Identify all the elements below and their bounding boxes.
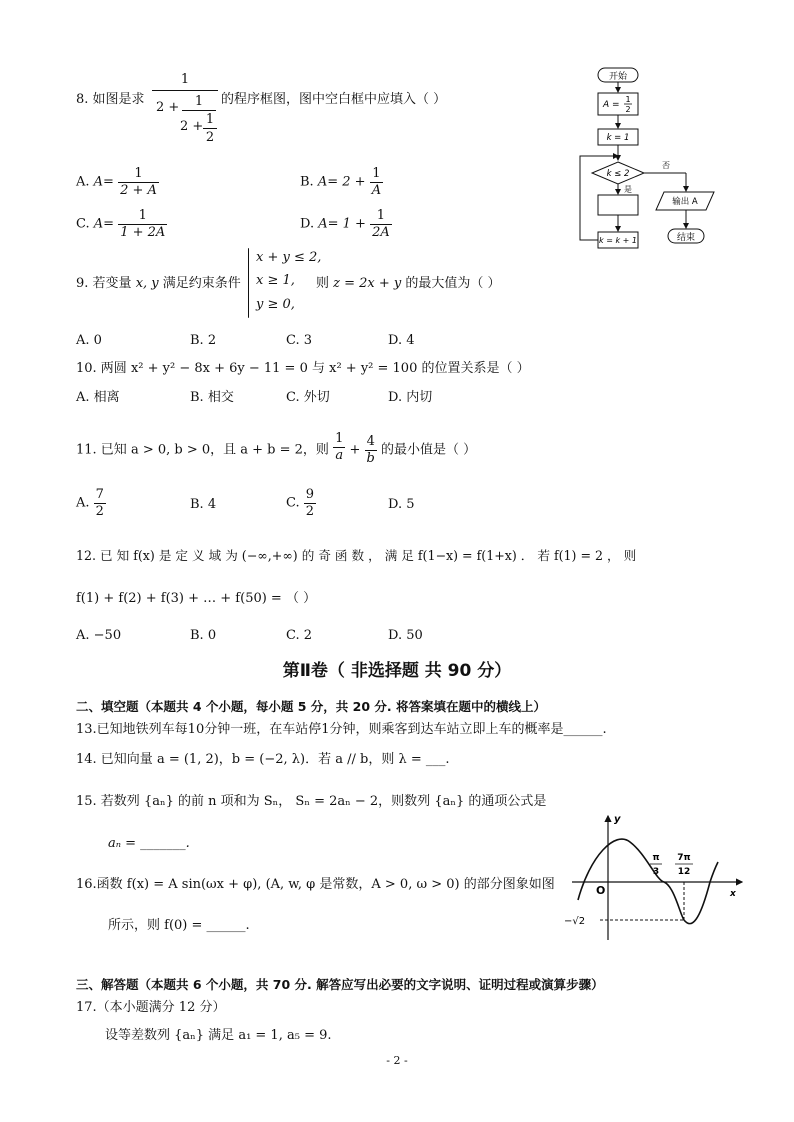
flow-yes-label: 是 — [624, 185, 632, 194]
q9-constraint-3: y ≥ 0, — [256, 297, 295, 312]
q8-option-a-label: A. — [76, 174, 90, 190]
tick1-num: π — [652, 853, 660, 863]
q9-option-a: A. 0 — [76, 333, 102, 348]
flow-init-a-num: 1 — [625, 95, 631, 104]
q8-option-b-label: B. — [300, 174, 314, 190]
q10-option-c: C. 外切 — [286, 390, 330, 405]
q8-option-b-den: A — [371, 182, 382, 198]
flow-start-text: 开始 — [608, 72, 628, 82]
q10-option-a: A. 相离 — [76, 390, 120, 405]
q11-prefix: 11. 已知 a > 0, b > 0，且 a + b = 2，则 — [76, 442, 329, 458]
q11-option-c-label: C. — [286, 495, 300, 511]
origin-label: O — [596, 884, 606, 897]
q11-option-c-num: 9 — [305, 487, 315, 502]
q8-option-a-num: 1 — [118, 166, 159, 183]
q11-line — [76, 431, 477, 466]
q16-line2: 所示，则 f(0) = ______. — [108, 918, 250, 933]
flow-blank-box — [598, 195, 638, 215]
q16-line1: 16.函数 f(x) = A sin(ωx + φ), (A, w, φ 是常数，A > 0, ω > 0) 的部分图象如图 — [76, 877, 555, 892]
page-number: - 2 - — [386, 1054, 408, 1067]
q8-frac-two: 2 + — [156, 100, 180, 115]
q8-option-d — [300, 208, 392, 240]
flow-init-k-text: k = 1 — [606, 133, 630, 143]
q12-option-d: D. 50 — [388, 628, 423, 643]
q8-frac-two-inner: 2 + — [180, 119, 204, 134]
q11-f2-den: b — [366, 450, 375, 466]
q8-option-d-label: D. — [300, 216, 315, 232]
q11-f2-num: 4 — [365, 434, 377, 451]
q17-title: 17.（本小题满分 12 分） — [76, 1000, 226, 1015]
q8-prefix: 8. 如图是求 — [76, 92, 145, 107]
q9-option-d: D. 4 — [388, 333, 415, 348]
q8-option-b-num: 1 — [370, 166, 383, 183]
q8-option-b — [300, 166, 383, 198]
answer-header: 三、解答题（本题共 6 个小题，共 70 分. 解答应写出必要的文字说明、证明过程或演算步骤） — [76, 977, 604, 992]
q8-option-c-lhs: A= — [93, 216, 115, 232]
flow-init-a-lhs: A = — [603, 100, 620, 110]
q9-constraint-1: x + y ≤ 2, — [256, 250, 322, 265]
q9-prefix-line — [76, 276, 241, 292]
q8-half-num: 1 — [205, 112, 215, 127]
q12-option-a: A. −50 — [76, 628, 122, 643]
fill-in-header: 二、填空题（本题共 4 个小题，每小题 5 分，共 20 分. 将答案填在题中的横线上） — [76, 699, 547, 714]
q10-option-d: D. 内切 — [388, 390, 433, 405]
flowchart-diagram — [570, 62, 740, 257]
q9-then: 则 — [316, 276, 330, 291]
q12-line1: 12. 已 知 f(x) 是 定 义 域 为 (−∞,+∞) 的 奇 函 数 ， 满 足 f(1−x) = f(1+x) ． 若 f(1) = 2 ， 则 — [76, 548, 637, 563]
ymin-label: −√2 — [564, 916, 586, 927]
x-axis-label: x — [730, 889, 736, 899]
q8-option-d-lhs: A= 1 + — [318, 216, 366, 232]
q8-option-c-label: C. — [76, 216, 90, 232]
flow-end-text: 结束 — [676, 233, 696, 243]
q14-text: 14. 已知向量 a = (1, 2)，b = (−2, λ)．若 a // b，则 λ = ___. — [76, 752, 450, 767]
flow-init-a-den: 2 — [625, 105, 631, 114]
q8-half-den: 2 — [205, 130, 215, 145]
y-axis-label: y — [614, 814, 621, 825]
tick2-num: 7π — [677, 853, 691, 863]
sine-curve — [578, 839, 718, 924]
sine-graph — [560, 808, 750, 948]
flow-output-text: 输出 A — [672, 197, 698, 207]
tick2-den: 12 — [677, 867, 691, 877]
q11-option-a-label: A. — [76, 495, 90, 511]
q12-line2: f(1) + f(2) + f(3) + … + f(50) = （ ） — [76, 591, 317, 606]
q11-option-a-num: 7 — [95, 487, 104, 502]
q9-vars: x, y — [135, 276, 159, 291]
flow-condition-text: k ≤ 2 — [606, 169, 630, 179]
q11-option-c — [286, 487, 316, 519]
q9-mid: 满足约束条件 — [162, 276, 241, 291]
q17-text: 设等差数列 {aₙ} 满足 a₁ = 1, a₅ = 9. — [105, 1028, 332, 1043]
q10-option-b: B. 相交 — [190, 390, 234, 405]
q8-option-d-num: 1 — [370, 208, 392, 225]
q8-option-c — [76, 208, 167, 240]
q8-option-a — [76, 166, 159, 198]
q10-text: 10. 两圆 x² + y² − 8x + 6y − 11 = 0 与 x² + y² = 100 的位置关系是（ ） — [76, 361, 530, 376]
q9-constraint-2: x ≥ 1, — [256, 273, 295, 288]
q11-option-a-den: 2 — [95, 503, 104, 519]
q11-f1-den: a — [335, 447, 344, 463]
q9-option-b: B. 2 — [190, 333, 217, 348]
flow-increment-text: k = k + 1 — [599, 236, 637, 245]
q11-option-b: B. 4 — [190, 497, 217, 512]
q8-option-c-den: 1 + 2A — [120, 224, 166, 240]
q8-frac-numerator: 1 — [180, 72, 190, 87]
q8-option-d-den: 2A — [372, 224, 390, 240]
q9-brace — [248, 248, 249, 318]
q8-option-b-lhs: A= 2 + — [317, 174, 366, 190]
q8-inner-one: 1 — [194, 94, 204, 109]
q11-plus: + — [349, 442, 361, 458]
section2-title: 第Ⅱ卷（ 非选择题 共 90 分） — [282, 661, 512, 681]
q9-prefix: 9. 若变量 — [76, 276, 132, 291]
q11-option-c-den: 2 — [305, 503, 315, 519]
q9-suffix-line — [316, 276, 501, 292]
q11-option-d: D. 5 — [388, 497, 415, 512]
q8-option-a-den: 2 + A — [120, 182, 157, 198]
tick1-den: 3 — [652, 867, 660, 877]
q9-option-c: C. 3 — [286, 333, 313, 348]
q8-continued-fraction — [152, 72, 218, 145]
q8-suffix: 的程序框图，图中空白框中应填入（ ） — [221, 92, 447, 107]
q9-suffix: 的最大值为（ ） — [405, 276, 501, 291]
q11-suffix: 的最小值是（ ） — [381, 442, 477, 458]
q15-line2: aₙ = _______. — [108, 836, 190, 851]
q12-option-c: C. 2 — [286, 628, 313, 643]
q11-option-a — [76, 487, 106, 519]
flow-no-label: 否 — [662, 161, 670, 170]
q8-option-a-lhs: A= — [93, 174, 114, 190]
q9-target: z = 2x + y — [333, 276, 402, 291]
q8-option-c-num: 1 — [118, 208, 167, 225]
q12-option-b: B. 0 — [190, 628, 217, 643]
q11-f1-num: 1 — [335, 431, 344, 446]
q13-text: 13.已知地铁列车每10分钟一班，在车站停1分钟，则乘客到达车站立即上车的概率是______. — [76, 722, 607, 737]
q15-line1: 15. 若数列 {aₙ} 的前 n 项和为 Sₙ， Sₙ = 2aₙ − 2，则数列 {aₙ} 的通项公式是 — [76, 794, 547, 809]
